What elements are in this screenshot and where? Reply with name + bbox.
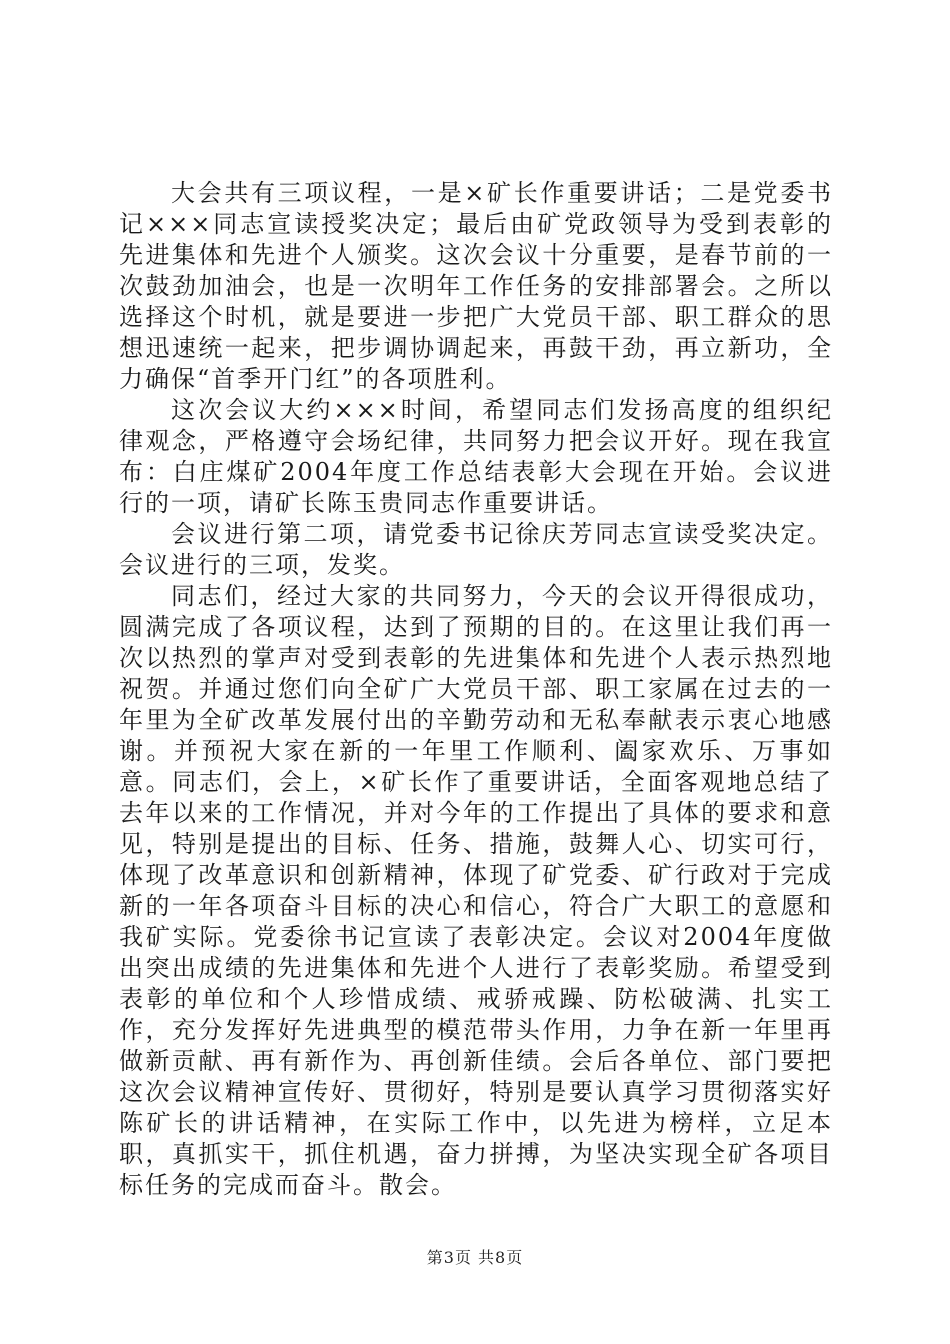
paragraph-agenda: 大会共有三项议程，一是×矿长作重要讲话；二是党委书记×××同志宣读授奖决定；最后由矿党政领导为受到表彰的先进集体和先进个人颁奖。这次会议十分重要，是春节前的一次鼓劲加油会，也是一次明年工作任务的安排部署会。之所以选择这个时机，就是要进一步把广大党员干部、职工群众的思想迅速统一起来，把步调协调起来，再鼓干劲，再立新功，全力确保“首季开门红”的各项胜利。 <box>119 179 833 393</box>
document-body <box>119 178 833 1201</box>
page-number-footer: 第3页 共8页 <box>426 1248 524 1267</box>
paragraph-opening: 这次会议大约×××时间，希望同志们发扬高度的组织纪律观念，严格遵守会场纪律，共同努力把会议开好。现在我宣布：白庄煤矿2004年度工作总结表彰大会现在开始。会议进行的一项，请矿长陈玉贵同志作重要讲话。 <box>119 396 833 517</box>
paragraph-second-item: 会议进行第二项，请党委书记徐庆芳同志宣读受奖决定。会议进行的三项，发奖。 <box>119 520 833 579</box>
paragraph-closing: 同志们，经过大家的共同努力，今天的会议开得很成功，圆满完成了各项议程，达到了预期的目的。在这里让我们再一次以热烈的掌声对受到表彰的先进集体和先进个人表示热烈地祝贺。并通过您们向全矿广大党员干部、职工家属在过去的一年里为全矿改革发展付出的辛勤劳动和无私奉献表示衷心地感谢。并预祝大家在新的一年里工作顺利、阖家欢乐、万事如意。同志们，会上，×矿长作了重要讲话，全面客观地总结了去年以来的工作情况，并对今年的工作提出了具体的要求和意见，特别是提出的目标、任务、措施，鼓舞人心、切实可行，体现了改革意识和创新精神，体现了矿党委、矿行政对于完成新的一年各项奋斗目标的决心和信心，符合广大职工的意愿和我矿实际。党委徐书记宣读了表彰决定。会议对2004年度做出突出成绩的先进集体和先进个人进行了表彰奖励。希望受到表彰的单位和个人珍惜成绩、戒骄戒躁、防松破满、扎实工作，充分发挥好先进典型的模范带头作用，力争在新一年里再做新贡献、再有新作为、再创新佳绩。会后各单位、部门要把这次会议精神宣传好、贯彻好，特别是要认真学习贯彻落实好陈矿长的讲话精神，在实际工作中，以先进为榜样，立足本职，真抓实干，抓住机遇，奋力拼搏，为坚决实现全矿各项目标任务的完成而奋斗。散会。 <box>119 582 833 1199</box>
